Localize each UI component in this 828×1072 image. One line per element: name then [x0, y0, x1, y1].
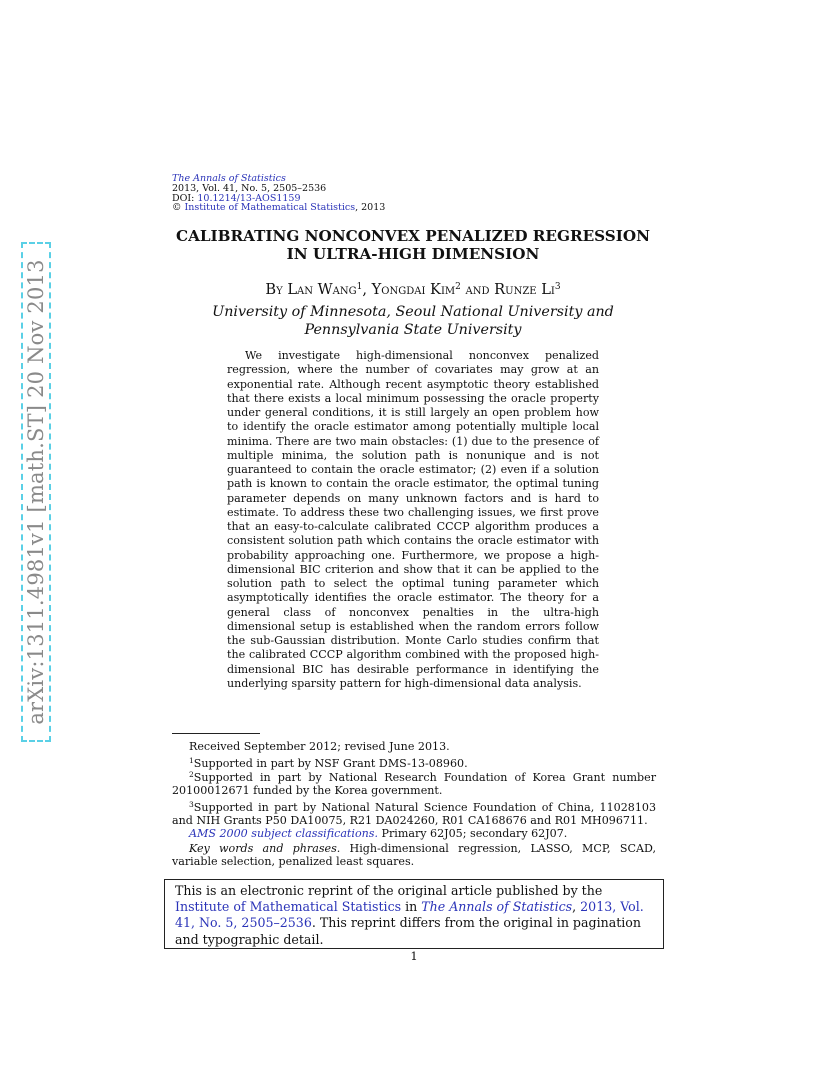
reprint-text-2: in: [401, 899, 422, 915]
keywords: [172, 842, 656, 869]
by-label: By: [265, 281, 283, 298]
author-1: Lan Wang: [287, 281, 357, 298]
arxiv-id: arXiv:1311.4981v1 [math.ST] 20 Nov 2013: [24, 259, 48, 725]
fn1-mark: 1: [189, 756, 194, 765]
footnote-mark-2: 2: [455, 282, 461, 292]
arxiv-sidebar[interactable]: [21, 242, 51, 742]
affiliation-line-1: University of Minnesota, Seoul National University and: [212, 304, 614, 320]
paper-title: [150, 228, 676, 263]
ams-link[interactable]: AMS 2000 subject classifications.: [189, 827, 378, 840]
copyright-line: [172, 203, 385, 213]
author-3: Runze Li: [494, 281, 555, 298]
keywords-text: High-dimensional regression, LASSO, MCP, SCAD, variable selection, penalized least squares.: [172, 842, 656, 869]
title-line-1: CALIBRATING NONCONVEX PENALIZED REGRESSION: [176, 227, 650, 245]
abstract-text: We investigate high-dimensional nonconvex penalized regression, where the number of covariates may grow at an exponential rate. Although recent asymptotic theory established that there exists a local minimum possessing the oracle property under general conditions, it is still largely an open problem how to identify the oracle estimator among potentially multiple local minima. There are two main obstacles: (1) due to the presence of multiple minima, the solution path is nonunique and is not guaranteed to contain the oracle estimator; (2) even if a solution path is known to contain the oracle estimator, the optimal tuning parameter depends on many unknown factors and is hard to estimate. To address these two challenging issues, we first prove that an easy-to-calculate calibrated CCCP algorithm produces a consistent solution path which contains the oracle estimator with probability approaching one. Furthermore, we propose a high-dimensional BIC criterion and show that it can be applied to the solution path to select the optimal tuning parameter which asymptotically identifies the oracle estimator. The theory for a general class of nonconvex penalties in the ultra-high dimensional setup is established when the random errors follow the sub-Gaussian distribution. Monte Carlo studies confirm that the calibrated CCCP algorithm combined with the proposed high-dimensional BIC has desirable performance in identifying the underlying sparsity pattern for high-dimensional data analysis.: [227, 349, 599, 690]
copyright-icon: ©: [172, 202, 182, 214]
and-label: and: [460, 281, 495, 298]
volume-line: 2013, Vol. 41, No. 5, 2505–2536: [172, 182, 327, 194]
title-line-2: IN ULTRA-HIGH DIMENSION: [286, 244, 540, 263]
ims-reprint-link[interactable]: Institute of Mathematical Statistics: [175, 899, 402, 915]
copyright-year: , 2013: [355, 202, 386, 214]
abstract: [227, 349, 599, 691]
fn2-mark: 2: [189, 770, 194, 779]
fn2-text: Supported in part by National Research Foundation of Korea Grant number 20100012671 funded by the Korea government.: [172, 771, 656, 798]
journal-reprint-link[interactable]: The Annals of Statistics: [421, 899, 573, 915]
author-separator: ,: [362, 281, 372, 298]
affiliation-line-2: Pennsylvania State University: [304, 321, 522, 338]
ims-link[interactable]: Institute of Mathematical Statistics: [184, 202, 356, 214]
reprint-text-1: This is an electronic reprint of the original article published by the: [175, 883, 603, 898]
received-note: [172, 740, 656, 753]
reprint-notice: [164, 879, 664, 949]
footnote-3: [172, 798, 656, 828]
volume-reprint-link[interactable]: 2013, Vol. 41, No. 5, 2505–2536: [175, 899, 644, 931]
footnote-2: [172, 768, 656, 798]
journal-name-link[interactable]: The Annals of Statistics: [172, 173, 286, 184]
affiliation: [150, 304, 676, 339]
footnote-mark-1: 1: [356, 282, 363, 292]
reprint-text-4: . This reprint differs from the original in pagination and typographic detail.: [175, 915, 641, 947]
received-text: Received September 2012; revised June 2013.: [189, 740, 450, 753]
keywords-label: Key words and phrases.: [189, 842, 341, 855]
reprint-text-3: ,: [572, 899, 577, 915]
author-line: [150, 279, 676, 298]
journal-header: [172, 174, 385, 213]
page-number: 1: [410, 949, 418, 963]
ams-text: Primary 62J05; secondary 62J07.: [377, 827, 568, 840]
doi-link[interactable]: 10.1214/13-AOS1159: [197, 192, 301, 204]
fn3-text: Supported in part by National Natural Science Foundation of China, 11028103 and NIH Grants P50 DA10075, R21 DA024260, R01 CA168676 and R01 MH096711.: [172, 801, 656, 828]
doi-label: DOI:: [172, 192, 195, 204]
author-2: Yongdai Kim: [371, 281, 456, 298]
footnote-mark-3: 3: [554, 282, 561, 292]
fn3-mark: 3: [189, 800, 194, 809]
fn1-text: Supported in part by NSF Grant DMS-13-08960.: [193, 757, 468, 770]
footnote-rule: [172, 733, 260, 734]
ams-classification: [172, 827, 656, 840]
